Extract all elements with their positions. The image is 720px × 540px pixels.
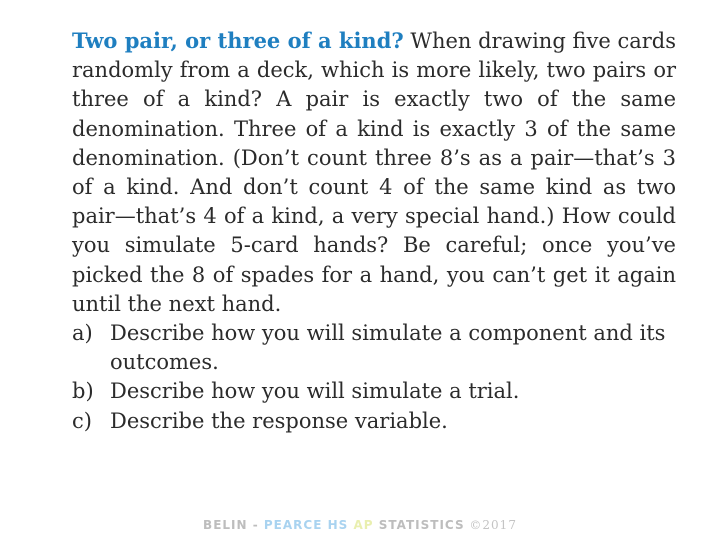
- question-letter: a): [72, 321, 93, 346]
- problem-title: Two pair, or three of a kind?: [72, 28, 404, 53]
- question-item: [72, 377, 676, 406]
- problem-block: [72, 26, 676, 436]
- question-item: [72, 407, 676, 436]
- question-text: Describe the response variable.: [110, 408, 448, 433]
- slide-footer: [0, 518, 720, 532]
- footer-subject: STATISTICS: [373, 518, 465, 532]
- problem-statement: [72, 26, 676, 319]
- question-item: [72, 319, 676, 377]
- footer-copyright: ©2017: [464, 518, 517, 532]
- question-text: Describe how you will simulate a trial.: [110, 379, 520, 404]
- question-list: [72, 319, 676, 436]
- question-letter: b): [72, 379, 94, 404]
- problem-body: When drawing five cards randomly from a deck, which is more likely, two pairs or three of a kind? A pair is exactly two of the same denomination. Three of a kind is exactly 3 of the same denomination. (Don’t count three 8’s as a pair—that’s 3 of a kind. And don’t count 4 of the same kind as two pair—that’s 4 of a kind, a very special hand.) How could you simulate 5-card hands? Be careful; once you’ve picked the 8 of spades for a hand, you can’t get it again until the next hand.: [72, 29, 676, 316]
- footer-school: PEARCE HS: [263, 518, 349, 532]
- question-text: Describe how you will simulate a component and its outcomes.: [110, 321, 666, 375]
- question-letter: c): [72, 408, 92, 433]
- footer-ap: AP: [348, 518, 374, 532]
- footer-author: BELIN -: [203, 518, 264, 532]
